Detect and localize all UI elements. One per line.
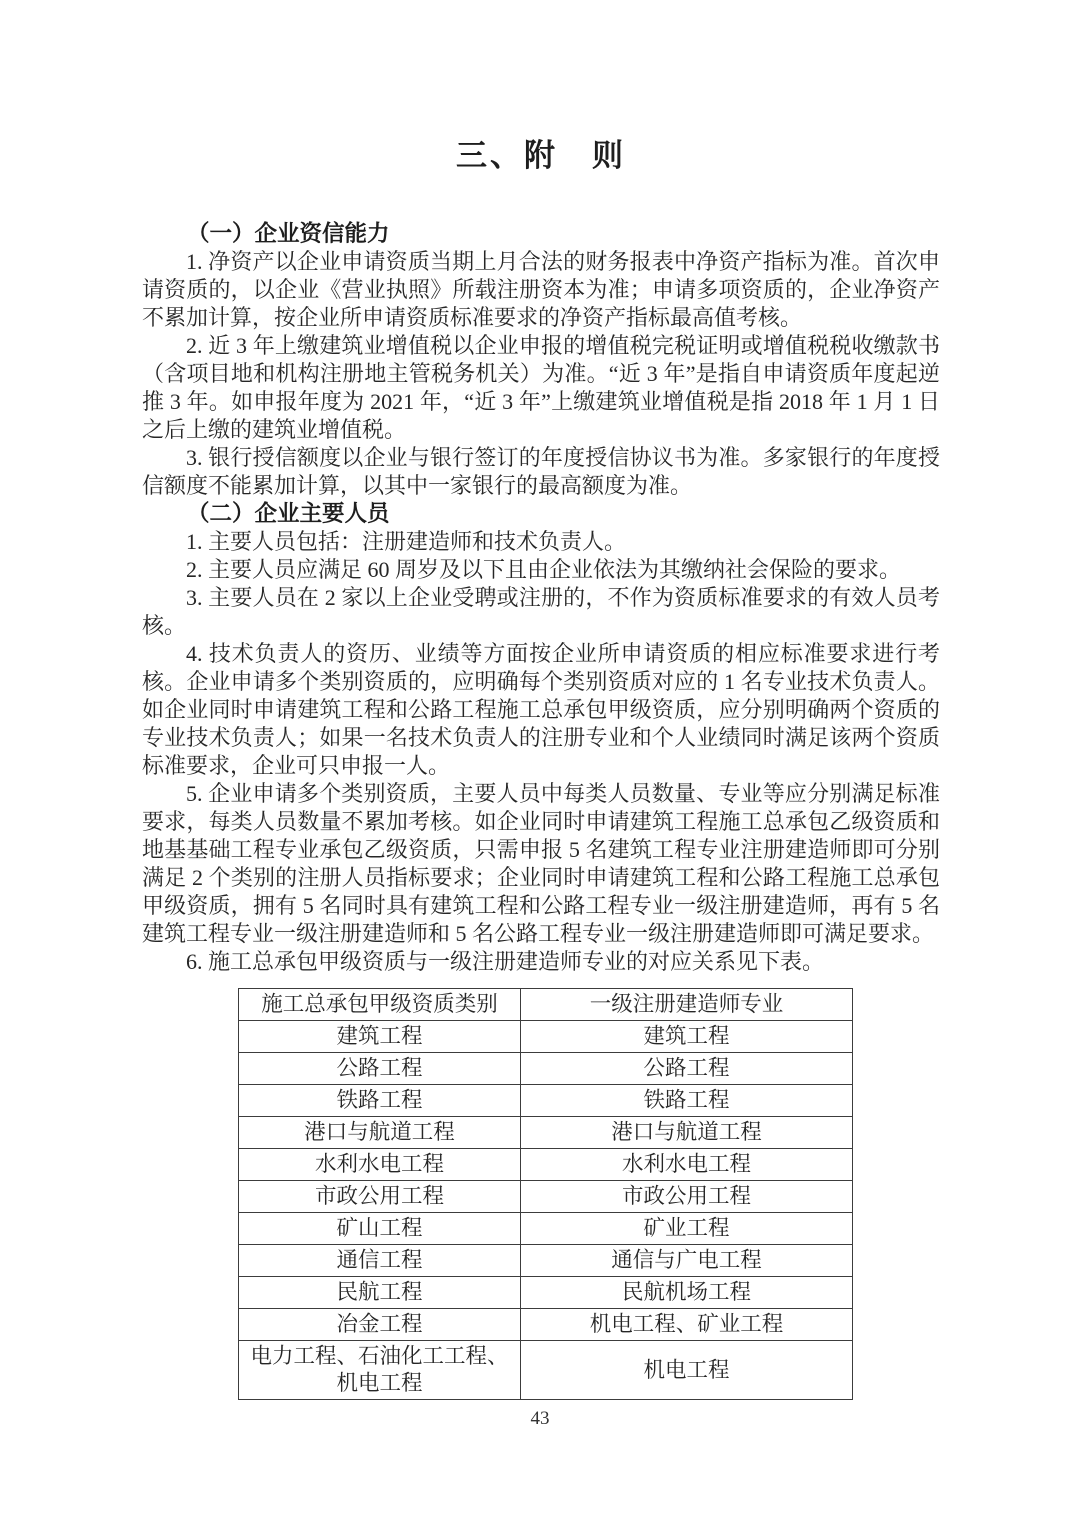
section-credit-capability [142, 220, 940, 500]
table-header-cell: 施工总承包甲级资质类别 [239, 989, 521, 1021]
table-cell: 矿山工程 [239, 1213, 521, 1245]
table-cell: 机电工程、矿业工程 [521, 1309, 853, 1341]
table-cell: 民航工程 [239, 1277, 521, 1309]
table-cell: 通信工程 [239, 1245, 521, 1277]
paragraph: 1. 主要人员包括：注册建造师和技术负责人。 [186, 529, 627, 554]
paragraph: 1. 净资产以企业申请资质当期上月合法的财务报表中净资产指标为准。首次申请资质的，以企业《营业执照》所载注册资本为准；申请多项资质的，企业净资产不累加计算，按企业所申请资质标准要求的净资产指标最高值考核。 [142, 249, 940, 330]
table-row [239, 1245, 853, 1277]
table-cell: 冶金工程 [239, 1309, 521, 1341]
paragraph: 2. 近 3 年上缴建筑业增值税以企业申报的增值税完税证明或增值税税收缴款书（含项目地和机构注册地主管税务机关）为准。“近 3 年”是指自申请资质年度起逆推 3 年。如申报年度为 2021 年，“近 3 年”上缴建筑业增值税是指 2018 年 1 月 1 日之后上缴的建筑业增值税。 [142, 333, 941, 442]
table-row [239, 1021, 853, 1053]
table-cell: 公路工程 [521, 1053, 853, 1085]
table-cell: 机电工程 [521, 1341, 853, 1400]
table-cell: 民航机场工程 [521, 1277, 853, 1309]
table-cell: 铁路工程 [239, 1085, 521, 1117]
table-cell: 港口与航道工程 [521, 1117, 853, 1149]
correspondence-table [238, 988, 853, 1400]
table-cell: 市政公用工程 [521, 1181, 853, 1213]
table-cell: 市政公用工程 [239, 1181, 521, 1213]
table-cell: 铁路工程 [521, 1085, 853, 1117]
table-row [239, 1213, 853, 1245]
paragraph: 3. 银行授信额度以企业与银行签订的年度授信协议书为准。多家银行的年度授信额度不能累加计算，以其中一家银行的最高额度为准。 [142, 445, 940, 498]
table-cell: 通信与广电工程 [521, 1245, 853, 1277]
paragraph: 3. 主要人员在 2 家以上企业受聘或注册的，不作为资质标准要求的有效人员考核。 [142, 585, 940, 638]
table-cell: 建筑工程 [521, 1021, 853, 1053]
table-row [239, 1117, 853, 1149]
table-cell: 矿业工程 [521, 1213, 853, 1245]
table-cell: 水利水电工程 [521, 1149, 853, 1181]
table-header-cell: 一级注册建造师专业 [521, 989, 853, 1021]
page-title: 三、附 则 [456, 138, 626, 173]
table-cell: 电力工程、石油化工工程、机电工程 [239, 1341, 521, 1400]
paragraph: 2. 主要人员应满足 60 周岁及以下且由企业依法为其缴纳社会保险的要求。 [186, 557, 902, 582]
paragraph: 4. 技术负责人的资历、业绩等方面按企业所申请资质的相应标准要求进行考核。企业申请多个类别资质的，应明确每个类别资质对应的 1 名专业技术负责人。如企业同时申请建筑工程和公路工程施工总承包甲级资质，应分别明确两个资质的专业技术负责人；如果一名技术负责人的注册专业和个人业绩同时满足该两个资质标准要求，企业可只申报一人。 [142, 641, 940, 778]
table-cell: 水利水电工程 [239, 1149, 521, 1181]
table-header-row [239, 989, 853, 1021]
table-cell: 建筑工程 [239, 1021, 521, 1053]
table-row [239, 1341, 853, 1400]
section-key-personnel [142, 500, 940, 976]
section-2-heading: （二）企业主要人员 [187, 501, 390, 526]
table-cell: 公路工程 [239, 1053, 521, 1085]
table-row [239, 1085, 853, 1117]
paragraph: 6. 施工总承包甲级资质与一级注册建造师专业的对应关系见下表。 [186, 949, 825, 974]
table-row [239, 1181, 853, 1213]
page-number: 43 [530, 1408, 550, 1429]
paragraph: 5. 企业申请多个类别资质，主要人员中每类人员数量、专业等应分别满足标准要求，每类人员数量不累加考核。如企业同时申请建筑工程施工总承包乙级资质和地基基础工程专业承包乙级资质，只需申报 5 名建筑工程专业注册建造师即可分别满足 2 个类别的注册人员指标要求；企业同时申请建筑工程和公路工程施工总承包甲级资质，拥有 5 名同时具有建筑工程和公路工程专业一级注册建造师，再有 5 名建筑工程专业一级注册建造师和 5 名公路工程专业一级注册建造师即可满足要求。 [142, 781, 940, 946]
table-row [239, 1277, 853, 1309]
table-row [239, 1149, 853, 1181]
section-1-heading: （一）企业资信能力 [187, 221, 390, 246]
table-cell: 港口与航道工程 [239, 1117, 521, 1149]
table-row [239, 1309, 853, 1341]
table-row [239, 1053, 853, 1085]
